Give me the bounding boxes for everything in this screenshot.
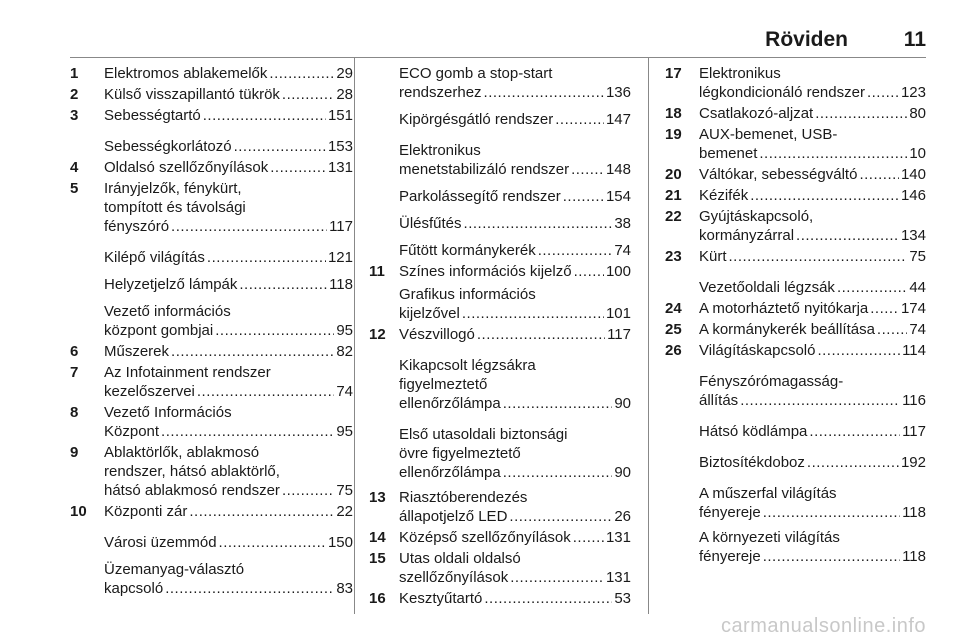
legend-text: Oldalsó szellőzőnyílások — [104, 159, 269, 176]
legend-text: Kikapcsolt légzsákra — [399, 357, 536, 374]
legend-text: kijelzővel — [399, 305, 460, 322]
page-reference: 90 — [614, 464, 631, 481]
dot-leader — [796, 226, 899, 245]
dot-leader — [763, 503, 900, 522]
legend-entry — [70, 363, 353, 401]
legend-entry — [665, 299, 926, 318]
page-reference: 131 — [605, 529, 631, 546]
legend-entry — [665, 125, 926, 163]
legend-text: kormányzárral — [699, 227, 795, 244]
legend-text: Első utasoldali biztonsági — [399, 426, 568, 443]
legend-text: rendszerhez — [399, 84, 482, 101]
legend-text: Vezető Információs — [104, 404, 232, 421]
legend-text: fényereje — [699, 504, 761, 521]
dot-leader — [571, 160, 604, 179]
legend-entry — [665, 528, 926, 566]
legend-entry — [70, 64, 353, 83]
legend-number: 15 — [369, 550, 386, 567]
dot-leader — [197, 382, 334, 401]
legend-text: Sebességtartó — [104, 107, 201, 124]
legend-text: kezelőszervei — [104, 383, 195, 400]
legend-text: menetstabilizáló rendszer — [399, 161, 570, 178]
legend-text: rendszer, hátsó ablaktörlő, — [104, 463, 280, 480]
legend-text: fényereje — [699, 548, 761, 565]
dot-leader — [270, 158, 326, 177]
legend-number: 23 — [665, 248, 682, 265]
page-number: 11 — [903, 28, 926, 51]
legend-text: kapcsoló — [104, 580, 164, 597]
legend-number: 26 — [665, 342, 682, 359]
legend-text: Csatlakozó-aljzat — [699, 105, 814, 122]
dot-leader — [815, 104, 907, 123]
dot-leader — [807, 453, 899, 472]
legend-entry — [70, 179, 353, 236]
legend-text: Központ — [104, 423, 160, 440]
page-reference: 146 — [900, 187, 926, 204]
legend-entry — [70, 403, 353, 441]
legend-text: ellenőrzőlámpa — [399, 464, 501, 481]
legend-entry — [665, 104, 926, 123]
legend-text: Sebességkorlátozó — [104, 138, 232, 155]
legend-text: Riasztóberendezés — [399, 489, 528, 506]
legend-entry — [369, 110, 631, 129]
legend-number: 6 — [70, 343, 79, 360]
page-reference: 118 — [329, 276, 353, 293]
legend-entry — [665, 372, 926, 410]
dot-leader — [219, 533, 326, 552]
page-reference: 117 — [902, 423, 926, 440]
legend-text: tompított és távolsági — [104, 199, 246, 216]
page-reference: 75 — [336, 482, 353, 499]
page-reference: 116 — [902, 392, 926, 409]
page-reference: 192 — [900, 454, 926, 471]
dot-leader — [477, 325, 605, 344]
page-reference: 80 — [909, 105, 926, 122]
legend-text: Kipörgésgátló rendszer — [399, 111, 554, 128]
legend-entry — [369, 285, 631, 323]
legend-text: Ülésfűtés — [399, 215, 462, 232]
page-reference: 136 — [605, 84, 631, 101]
watermark: carmanualsonline.info — [720, 615, 926, 637]
legend-entry — [369, 64, 631, 102]
legend-text: Utas oldali oldalsó — [399, 550, 521, 567]
legend-text: Hátsó ködlámpa — [699, 423, 808, 440]
page-reference: 38 — [614, 215, 631, 232]
dot-leader — [269, 64, 334, 83]
legend-text: Színes információs kijelző — [399, 263, 572, 280]
legend-entry — [70, 443, 353, 500]
dot-leader — [189, 502, 334, 521]
legend-text: Elektronikus — [399, 142, 481, 159]
legend-entry — [70, 502, 353, 521]
dot-leader — [282, 481, 334, 500]
legend-text: A környezeti világítás — [699, 529, 840, 546]
legend-text: állapotjelző LED — [399, 508, 508, 525]
legend-text: Üzemanyag-választó — [104, 561, 245, 578]
dot-leader — [859, 165, 899, 184]
legend-text: Irányjelzők, fénykürt, — [104, 180, 242, 197]
legend-text: hátsó ablakmosó rendszer — [104, 482, 280, 499]
legend-entry — [70, 85, 353, 104]
page-header — [0, 0, 960, 60]
legend-text: figyelmeztető — [399, 376, 488, 393]
legend-entry — [70, 275, 353, 294]
dot-leader — [282, 85, 334, 104]
page-reference: 114 — [902, 342, 926, 359]
legend-text: Városi üzemmód — [104, 534, 217, 551]
page-reference: 131 — [605, 569, 631, 586]
legend-column-3 — [665, 58, 926, 566]
legend-text: Középső szellőzőnyílások — [399, 529, 571, 546]
page-reference: 95 — [336, 423, 353, 440]
legend-entry — [369, 356, 631, 413]
dot-leader — [740, 391, 900, 410]
legend-entry — [70, 560, 353, 598]
page-title: Röviden — [765, 28, 848, 51]
legend-text: Kesztyűtartó — [399, 590, 483, 607]
legend-number: 22 — [665, 208, 682, 225]
legend-text: Fűtött kormánykerék — [399, 242, 536, 259]
dot-leader — [817, 341, 900, 360]
dot-leader — [161, 422, 334, 441]
legend-entry — [70, 342, 353, 361]
dot-leader — [763, 547, 900, 566]
legend-entry — [369, 589, 631, 608]
legend-number: 20 — [665, 166, 682, 183]
legend-entry — [369, 528, 631, 547]
legend-text: Kilépő világítás — [104, 249, 205, 266]
dot-leader — [462, 304, 604, 323]
page-reference: 117 — [329, 218, 353, 235]
dot-leader — [464, 214, 613, 233]
legend-column-1 — [70, 58, 353, 598]
page-reference: 95 — [336, 322, 353, 339]
legend-text: ECO gomb a stop-start — [399, 65, 553, 82]
legend-text: A motorháztető nyitókarja — [699, 300, 869, 317]
page-reference: 44 — [909, 279, 926, 296]
legend-number: 12 — [369, 326, 386, 343]
dot-leader — [203, 106, 326, 125]
legend-column-2 — [369, 58, 631, 608]
page-reference: 22 — [336, 503, 353, 520]
page-reference: 147 — [605, 111, 631, 128]
legend-number: 18 — [665, 105, 682, 122]
page-reference: 134 — [900, 227, 926, 244]
page-reference: 26 — [614, 508, 631, 525]
dot-leader — [867, 83, 899, 102]
legend-text: Vészvillogó — [399, 326, 475, 343]
dot-leader — [503, 394, 613, 413]
dot-leader — [503, 463, 613, 482]
legend-entry — [70, 158, 353, 177]
legend-entry — [70, 248, 353, 267]
legend-text: Műszerek — [104, 343, 170, 360]
legend-entry — [665, 453, 926, 472]
legend-text: A műszerfal világítás — [699, 485, 837, 502]
dot-leader — [215, 321, 334, 340]
legend-text: Helyzetjelző lámpák — [104, 276, 238, 293]
page-reference: 123 — [900, 84, 926, 101]
legend-number: 2 — [70, 86, 79, 103]
page-reference: 53 — [614, 590, 631, 607]
legend-number: 8 — [70, 404, 79, 421]
legend-entry — [369, 214, 631, 233]
page-reference: 82 — [336, 343, 353, 360]
legend-number: 4 — [70, 159, 79, 176]
legend-text: Kürt — [699, 248, 727, 265]
page-reference: 121 — [327, 249, 353, 266]
legend-entry — [369, 425, 631, 482]
legend-entry — [369, 241, 631, 260]
legend-text: AUX-bemenet, USB- — [699, 126, 838, 143]
legend-entry — [70, 533, 353, 552]
legend-number: 7 — [70, 364, 79, 381]
legend-entry — [665, 320, 926, 339]
dot-leader — [729, 247, 908, 266]
page-reference: 140 — [900, 166, 926, 183]
legend-entry — [369, 262, 631, 281]
legend-text: bemenet — [699, 145, 758, 162]
dot-leader — [563, 187, 604, 206]
legend-text: Elektromos ablakemelők — [104, 65, 268, 82]
dot-leader — [207, 248, 326, 267]
legend-number: 9 — [70, 444, 79, 461]
page-reference: 150 — [327, 534, 353, 551]
page-reference: 75 — [909, 248, 926, 265]
legend-text: Külső visszapillantó tükrök — [104, 86, 280, 103]
legend-number: 14 — [369, 529, 386, 546]
legend-number: 10 — [70, 503, 87, 520]
dot-leader — [750, 186, 899, 205]
page-reference: 74 — [909, 321, 926, 338]
legend-entry — [665, 165, 926, 184]
legend-entry — [665, 64, 926, 102]
legend-entry — [369, 549, 631, 587]
legend-text: szellőzőnyílások — [399, 569, 509, 586]
page-reference: 153 — [327, 138, 353, 155]
dot-leader — [870, 299, 899, 318]
legend-entry — [665, 341, 926, 360]
legend-entry — [70, 302, 353, 340]
page-reference: 148 — [605, 161, 631, 178]
page-reference: 90 — [614, 395, 631, 412]
legend-number: 25 — [665, 321, 682, 338]
legend-number: 16 — [369, 590, 386, 607]
legend-text: Grafikus információs — [399, 286, 536, 303]
page-reference: 154 — [605, 188, 631, 205]
dot-leader — [510, 568, 604, 587]
legend-text: központ gombjai — [104, 322, 214, 339]
legend-entry — [369, 325, 631, 344]
page-reference: 100 — [605, 263, 631, 280]
page-reference: 118 — [902, 548, 926, 565]
legend-number: 11 — [369, 263, 385, 280]
legend-text: Vezető információs — [104, 303, 231, 320]
legend-number: 1 — [70, 65, 79, 82]
legend-text: A kormánykerék beállítása — [699, 321, 875, 338]
legend-text: övre figyelmeztető — [399, 445, 521, 462]
page-reference: 74 — [614, 242, 631, 259]
dot-leader — [165, 579, 334, 598]
dot-leader — [759, 144, 907, 163]
legend-entry — [665, 278, 926, 297]
legend-number: 13 — [369, 489, 386, 506]
legend-entry — [369, 187, 631, 206]
column-divider — [354, 58, 355, 614]
page-reference: 74 — [336, 383, 353, 400]
dot-leader — [538, 241, 613, 260]
legend-text: fényszóró — [104, 218, 170, 235]
page-reference: 28 — [336, 86, 353, 103]
legend-text: Kézifék — [699, 187, 749, 204]
dot-leader — [837, 278, 907, 297]
legend-number: 5 — [70, 180, 79, 197]
legend-number: 3 — [70, 107, 79, 124]
legend-entry — [665, 247, 926, 266]
legend-entry — [70, 137, 353, 156]
dot-leader — [484, 589, 612, 608]
legend-text: Váltókar, sebességváltó — [699, 166, 858, 183]
legend-text: Gyújtáskapcsoló, — [699, 208, 814, 225]
legend-text: Az Infotainment rendszer — [104, 364, 271, 381]
legend-number: 19 — [665, 126, 682, 143]
legend-entry — [369, 488, 631, 526]
page-reference: 10 — [909, 145, 926, 162]
page-reference: 101 — [605, 305, 631, 322]
page-reference: 131 — [327, 159, 353, 176]
legend-entry — [665, 484, 926, 522]
legend-number: 21 — [665, 187, 682, 204]
legend-text: Vezetőoldali légzsák — [699, 279, 835, 296]
legend-number: 24 — [665, 300, 682, 317]
legend-text: légkondicionáló rendszer — [699, 84, 865, 101]
legend-text: Ablaktörlők, ablakmosó — [104, 444, 260, 461]
dot-leader — [574, 262, 604, 281]
dot-leader — [573, 528, 604, 547]
legend-number: 17 — [665, 65, 682, 82]
legend-text: Világításkapcsoló — [699, 342, 816, 359]
page-reference: 174 — [900, 300, 926, 317]
dot-leader — [509, 507, 612, 526]
legend-text: Központi zár — [104, 503, 188, 520]
page-reference: 118 — [902, 504, 926, 521]
page-reference: 151 — [327, 107, 353, 124]
column-divider — [648, 58, 649, 614]
dot-leader — [234, 137, 326, 156]
page-reference: 117 — [607, 326, 631, 343]
legend-entry — [665, 207, 926, 245]
dot-leader — [171, 342, 334, 361]
legend-text: állítás — [699, 392, 739, 409]
legend-entry — [665, 422, 926, 441]
legend-text: ellenőrzőlámpa — [399, 395, 501, 412]
legend-text: Fényszórómagasság- — [699, 373, 844, 390]
dot-leader — [484, 83, 604, 102]
dot-leader — [877, 320, 907, 339]
legend-text: Biztosítékdoboz — [699, 454, 805, 471]
dot-leader — [171, 217, 327, 236]
page-reference: 29 — [336, 65, 353, 82]
page-reference: 83 — [336, 580, 353, 597]
legend-text: Parkolássegítő rendszer — [399, 188, 561, 205]
dot-leader — [239, 275, 327, 294]
legend-entry — [665, 186, 926, 205]
legend-entry — [70, 106, 353, 125]
dot-leader — [809, 422, 900, 441]
legend-text: Elektronikus — [699, 65, 781, 82]
dot-leader — [555, 110, 604, 129]
legend-entry — [369, 141, 631, 179]
